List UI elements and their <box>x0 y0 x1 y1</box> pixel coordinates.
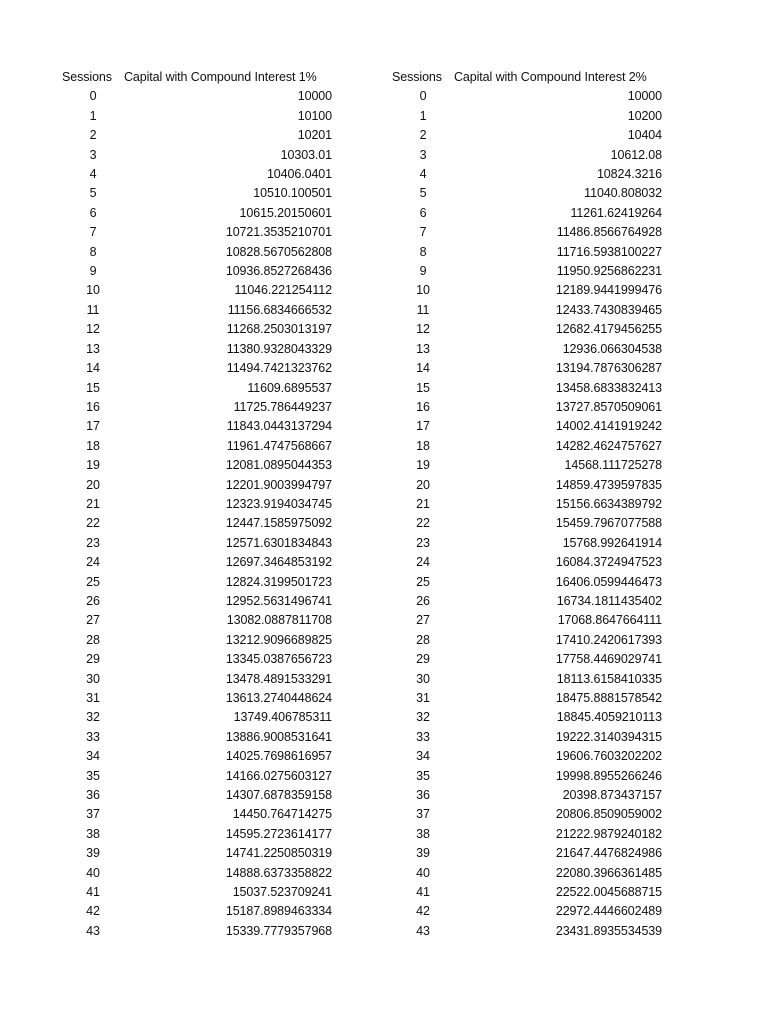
session-cell: 12 <box>416 322 430 337</box>
table-row <box>62 107 332 126</box>
table-row <box>392 340 662 359</box>
table-row <box>62 514 332 533</box>
capital-cell: 15156.6634389792 <box>555 496 662 511</box>
session-cell: 11 <box>416 302 430 317</box>
table-row <box>392 262 662 281</box>
session-cell: 34 <box>416 749 430 764</box>
capital-cell: 11609.6895537 <box>247 380 332 395</box>
capital-cell: 15339.7779357968 <box>225 923 332 938</box>
capital-cell: 17758.4469029741 <box>555 652 662 667</box>
session-cell: 16 <box>86 399 100 414</box>
capital-cell: 21647.4476824986 <box>555 846 662 861</box>
capital-cell: 12697.3464853192 <box>225 555 332 570</box>
table-row <box>62 146 332 165</box>
session-cell: 8 <box>89 244 97 259</box>
capital-cell: 19998.8955266246 <box>555 768 662 783</box>
session-cell: 18 <box>86 438 100 453</box>
table-row <box>392 359 662 378</box>
table-row <box>62 670 332 689</box>
table-row <box>392 146 662 165</box>
header-row <box>62 68 332 87</box>
table-row <box>62 553 332 572</box>
capital-header: Capital with Compound Interest 2% <box>454 70 647 84</box>
table-row <box>392 417 662 436</box>
capital-cell: 17410.2420617393 <box>555 632 662 647</box>
table-row <box>392 398 662 417</box>
capital-cell: 11380.9328043329 <box>226 341 332 356</box>
capital-cell: 11156.6834666532 <box>227 302 332 317</box>
compound-interest-2pct-table <box>392 68 662 941</box>
session-cell: 33 <box>416 729 430 744</box>
table-row <box>392 902 662 921</box>
capital-cell: 22522.0045688715 <box>555 885 662 900</box>
table-row <box>392 631 662 650</box>
capital-cell: 15187.8989463334 <box>225 904 332 919</box>
capital-cell: 19222.3140394315 <box>555 729 662 744</box>
capital-cell: 11950.9256862231 <box>556 264 662 279</box>
table-row <box>62 495 332 514</box>
table-row <box>392 708 662 727</box>
table-row <box>392 573 662 592</box>
session-cell: 34 <box>86 749 100 764</box>
table-row <box>62 592 332 611</box>
capital-cell: 10200 <box>627 108 662 123</box>
capital-cell: 14307.6878359158 <box>225 788 332 803</box>
table-row <box>62 379 332 398</box>
session-cell: 9 <box>89 264 97 279</box>
table-row <box>392 786 662 805</box>
capital-cell: 13886.9008531641 <box>225 729 332 744</box>
capital-cell: 13613.2740448624 <box>225 691 332 705</box>
table-row <box>392 825 662 844</box>
capital-cell: 13082.0887811708 <box>226 613 332 628</box>
table-row <box>392 107 662 126</box>
table-body <box>392 87 662 941</box>
capital-cell: 12952.5631496741 <box>225 593 332 608</box>
capital-cell: 10612.08 <box>610 147 662 162</box>
capital-cell: 10303.01 <box>280 147 332 162</box>
capital-cell: 14450.764714275 <box>232 807 332 822</box>
capital-cell: 15037.523709241 <box>232 885 332 900</box>
capital-cell: 11494.7421323762 <box>226 361 332 376</box>
table-row <box>392 495 662 514</box>
capital-cell: 10824.3216 <box>596 167 662 182</box>
capital-cell: 14595.2723614177 <box>225 826 332 841</box>
table-row <box>62 126 332 145</box>
table-row <box>392 379 662 398</box>
session-cell: 15 <box>416 380 430 395</box>
session-cell: 17 <box>416 419 430 434</box>
table-row <box>392 864 662 883</box>
capital-cell: 15459.7967077588 <box>555 516 662 531</box>
capital-cell: 12323.9194034745 <box>225 496 332 511</box>
session-cell: 38 <box>86 826 100 841</box>
table-row <box>392 514 662 533</box>
session-cell: 0 <box>89 89 97 104</box>
capital-cell: 16084.3724947523 <box>555 555 662 570</box>
capital-cell: 13345.0387656723 <box>225 652 332 667</box>
table-row <box>392 883 662 902</box>
capital-cell: 10404 <box>627 128 662 143</box>
table-row <box>62 262 332 281</box>
capital-cell: 10000 <box>297 89 332 104</box>
capital-cell: 14002.4141919242 <box>555 419 662 434</box>
capital-cell: 12447.1585975092 <box>225 516 332 531</box>
table-row <box>62 650 332 669</box>
table-row <box>62 611 332 630</box>
capital-cell: 11961.4747568667 <box>226 438 332 453</box>
capital-cell: 10936.8527268436 <box>225 264 332 279</box>
session-cell: 23 <box>86 535 100 550</box>
session-cell: 5 <box>89 186 97 201</box>
session-cell: 1 <box>419 108 427 123</box>
capital-cell: 10615.20150601 <box>239 205 332 220</box>
session-cell: 40 <box>416 865 430 880</box>
session-cell: 26 <box>86 593 100 608</box>
table-row <box>392 670 662 689</box>
capital-cell: 17068.8647664111 <box>557 613 662 628</box>
table-row <box>62 204 332 223</box>
capital-cell: 13478.4891533291 <box>225 671 332 686</box>
capital-cell: 14166.0275603127 <box>225 768 332 783</box>
session-cell: 16 <box>416 399 430 414</box>
table-row <box>62 87 332 106</box>
table-row <box>62 165 332 184</box>
session-cell: 30 <box>86 671 100 686</box>
table-row <box>62 398 332 417</box>
session-cell: 14 <box>86 361 100 376</box>
session-cell: 42 <box>416 904 430 919</box>
capital-cell: 12936.066304538 <box>562 341 662 356</box>
session-cell: 29 <box>86 652 100 667</box>
capital-cell: 14282.4624757627 <box>555 438 662 453</box>
table-row <box>392 611 662 630</box>
table-row <box>62 456 332 475</box>
capital-cell: 11486.8566764928 <box>556 225 662 240</box>
table-row <box>62 922 332 941</box>
session-cell: 38 <box>416 826 430 841</box>
session-cell: 40 <box>86 865 100 880</box>
session-cell: 28 <box>86 632 100 647</box>
capital-cell: 11716.5938100227 <box>556 244 662 259</box>
capital-cell: 14568.111725278 <box>564 458 662 473</box>
table-row <box>62 728 332 747</box>
session-cell: 26 <box>416 593 430 608</box>
capital-cell: 12081.0895044353 <box>225 458 332 473</box>
session-cell: 43 <box>416 923 430 938</box>
session-cell: 3 <box>419 147 427 162</box>
session-cell: 31 <box>416 691 430 705</box>
table-row <box>392 844 662 863</box>
capital-cell: 15768.992641914 <box>562 535 662 550</box>
session-cell: 23 <box>416 535 430 550</box>
session-cell: 6 <box>419 205 427 220</box>
table-row <box>392 747 662 766</box>
session-cell: 22 <box>86 516 100 531</box>
capital-cell: 12201.9003994797 <box>225 477 332 492</box>
capital-cell: 12824.3199501723 <box>225 574 332 589</box>
session-cell: 25 <box>86 574 100 589</box>
table-row <box>62 786 332 805</box>
capital-cell: 12571.6301834843 <box>225 535 332 550</box>
session-cell: 28 <box>416 632 430 647</box>
capital-cell: 13212.9096689825 <box>225 632 332 647</box>
table-row <box>62 573 332 592</box>
table-row <box>62 883 332 902</box>
session-cell: 6 <box>89 205 97 220</box>
capital-cell: 23431.8935534539 <box>555 923 662 938</box>
table-row <box>62 902 332 921</box>
table-row <box>62 864 332 883</box>
capital-cell: 21222.9879240182 <box>555 826 662 841</box>
capital-cell: 13727.8570509061 <box>555 399 662 414</box>
session-cell: 30 <box>416 671 430 686</box>
session-cell: 11 <box>86 302 100 317</box>
table-row <box>392 165 662 184</box>
session-cell: 20 <box>86 477 100 492</box>
session-cell: 14 <box>416 361 430 376</box>
session-cell: 35 <box>86 768 100 783</box>
header-row <box>392 68 662 87</box>
session-cell: 1 <box>89 108 97 123</box>
capital-cell: 10201 <box>297 128 332 143</box>
session-cell: 7 <box>419 225 427 240</box>
session-cell: 39 <box>86 846 100 861</box>
table-row <box>392 223 662 242</box>
session-cell: 41 <box>86 885 100 900</box>
session-cell: 21 <box>416 496 430 511</box>
table-row <box>392 689 662 708</box>
table-row <box>62 631 332 650</box>
table-row <box>62 805 332 824</box>
table-row <box>62 243 332 262</box>
capital-cell: 18113.6158410335 <box>556 671 662 686</box>
capital-cell: 11843.0443137294 <box>226 419 332 434</box>
table-row <box>392 320 662 339</box>
capital-cell: 10510.100501 <box>253 186 332 201</box>
capital-cell: 13458.6833832413 <box>555 380 662 395</box>
table-row <box>392 87 662 106</box>
capital-cell: 13749.406785311 <box>233 710 332 725</box>
session-cell: 7 <box>89 225 97 240</box>
capital-cell: 10406.0401 <box>266 167 332 182</box>
session-cell: 43 <box>86 923 100 938</box>
capital-cell: 10100 <box>297 108 332 123</box>
table-row <box>392 281 662 300</box>
session-cell: 29 <box>416 652 430 667</box>
table-row <box>62 767 332 786</box>
table-row <box>62 534 332 553</box>
table-row <box>392 437 662 456</box>
table-row <box>62 359 332 378</box>
capital-cell: 16734.1811435402 <box>556 593 662 608</box>
session-cell: 4 <box>89 167 97 182</box>
session-cell: 4 <box>419 167 427 182</box>
capital-cell: 12189.9441999476 <box>555 283 662 298</box>
capital-cell: 11725.786449237 <box>233 399 332 414</box>
capital-cell: 14888.6373358822 <box>225 865 332 880</box>
session-cell: 10 <box>416 283 430 298</box>
capital-cell: 11046.221254112 <box>234 283 332 298</box>
table-row <box>62 825 332 844</box>
table-row <box>392 553 662 572</box>
capital-cell: 14741.2250850319 <box>225 846 332 861</box>
session-cell: 0 <box>419 89 427 104</box>
session-cell: 13 <box>416 341 430 356</box>
session-cell: 9 <box>419 264 427 279</box>
table-row <box>62 844 332 863</box>
session-cell: 2 <box>89 128 97 143</box>
table-body <box>62 87 332 941</box>
session-cell: 39 <box>416 846 430 861</box>
session-cell: 2 <box>419 128 427 143</box>
table-row <box>62 320 332 339</box>
capital-cell: 10828.5670562808 <box>225 244 332 259</box>
table-row <box>392 922 662 941</box>
session-cell: 19 <box>86 458 100 473</box>
session-cell: 21 <box>86 496 100 511</box>
capital-cell: 22972.4446602489 <box>555 904 662 919</box>
capital-cell: 10721.3535210701 <box>225 225 332 240</box>
table-row <box>392 243 662 262</box>
table-row <box>62 689 332 708</box>
table-row <box>392 184 662 203</box>
table-row <box>392 728 662 747</box>
table-row <box>62 340 332 359</box>
session-cell: 8 <box>419 244 427 259</box>
session-cell: 24 <box>416 555 430 570</box>
sessions-header: Sessions <box>62 70 112 84</box>
table-row <box>392 650 662 669</box>
session-cell: 18 <box>416 438 430 453</box>
capital-cell: 13194.7876306287 <box>555 361 662 376</box>
session-cell: 25 <box>416 574 430 589</box>
sessions-header: Sessions <box>392 70 442 84</box>
session-cell: 35 <box>416 768 430 783</box>
table-row <box>62 184 332 203</box>
session-cell: 19 <box>416 458 430 473</box>
session-cell: 17 <box>86 419 100 434</box>
table-row <box>392 204 662 223</box>
session-cell: 41 <box>416 885 430 900</box>
capital-cell: 11261.62419264 <box>570 205 662 220</box>
capital-cell: 11040.808032 <box>584 186 662 201</box>
table-row <box>392 126 662 145</box>
session-cell: 20 <box>416 477 430 492</box>
session-cell: 36 <box>86 788 100 803</box>
table-row <box>392 534 662 553</box>
session-cell: 32 <box>416 710 430 725</box>
capital-cell: 20398.873437157 <box>562 788 662 803</box>
session-cell: 12 <box>86 322 100 337</box>
session-cell: 37 <box>416 807 430 822</box>
session-cell: 5 <box>419 186 427 201</box>
capital-cell: 19606.7603202202 <box>555 749 662 764</box>
capital-cell: 18475.8881578542 <box>555 691 662 705</box>
table-row <box>62 281 332 300</box>
session-cell: 37 <box>86 807 100 822</box>
capital-cell: 11268.2503013197 <box>226 322 332 337</box>
table-row <box>392 767 662 786</box>
capital-cell: 12682.4179456255 <box>555 322 662 337</box>
session-cell: 27 <box>86 613 100 628</box>
capital-cell: 20806.8509059002 <box>555 807 662 822</box>
session-cell: 24 <box>86 555 100 570</box>
session-cell: 13 <box>86 341 100 356</box>
session-cell: 15 <box>86 380 100 395</box>
table-row <box>62 747 332 766</box>
table-row <box>62 223 332 242</box>
capital-cell: 14859.4739597835 <box>555 477 662 492</box>
session-cell: 32 <box>86 710 100 725</box>
table-row <box>62 417 332 436</box>
capital-header: Capital with Compound Interest 1% <box>124 70 317 84</box>
table-row <box>392 456 662 475</box>
table-row <box>392 301 662 320</box>
session-cell: 33 <box>86 729 100 744</box>
session-cell: 31 <box>86 691 100 705</box>
session-cell: 3 <box>89 147 97 162</box>
capital-cell: 16406.0599446473 <box>555 574 662 589</box>
table-row <box>392 592 662 611</box>
table-row <box>62 476 332 495</box>
capital-cell: 14025.7698616957 <box>225 749 332 764</box>
session-cell: 36 <box>416 788 430 803</box>
table-row <box>392 805 662 824</box>
session-cell: 22 <box>416 516 430 531</box>
session-cell: 27 <box>416 613 430 628</box>
table-row <box>392 476 662 495</box>
capital-cell: 12433.7430839465 <box>555 302 662 317</box>
session-cell: 10 <box>86 283 100 298</box>
capital-cell: 18845.4059210113 <box>556 710 662 725</box>
compound-interest-1pct-table <box>62 68 332 941</box>
table-row <box>62 437 332 456</box>
session-cell: 42 <box>86 904 100 919</box>
table-row <box>62 708 332 727</box>
capital-cell: 10000 <box>627 89 662 104</box>
capital-cell: 22080.3966361485 <box>555 865 662 880</box>
table-row <box>62 301 332 320</box>
